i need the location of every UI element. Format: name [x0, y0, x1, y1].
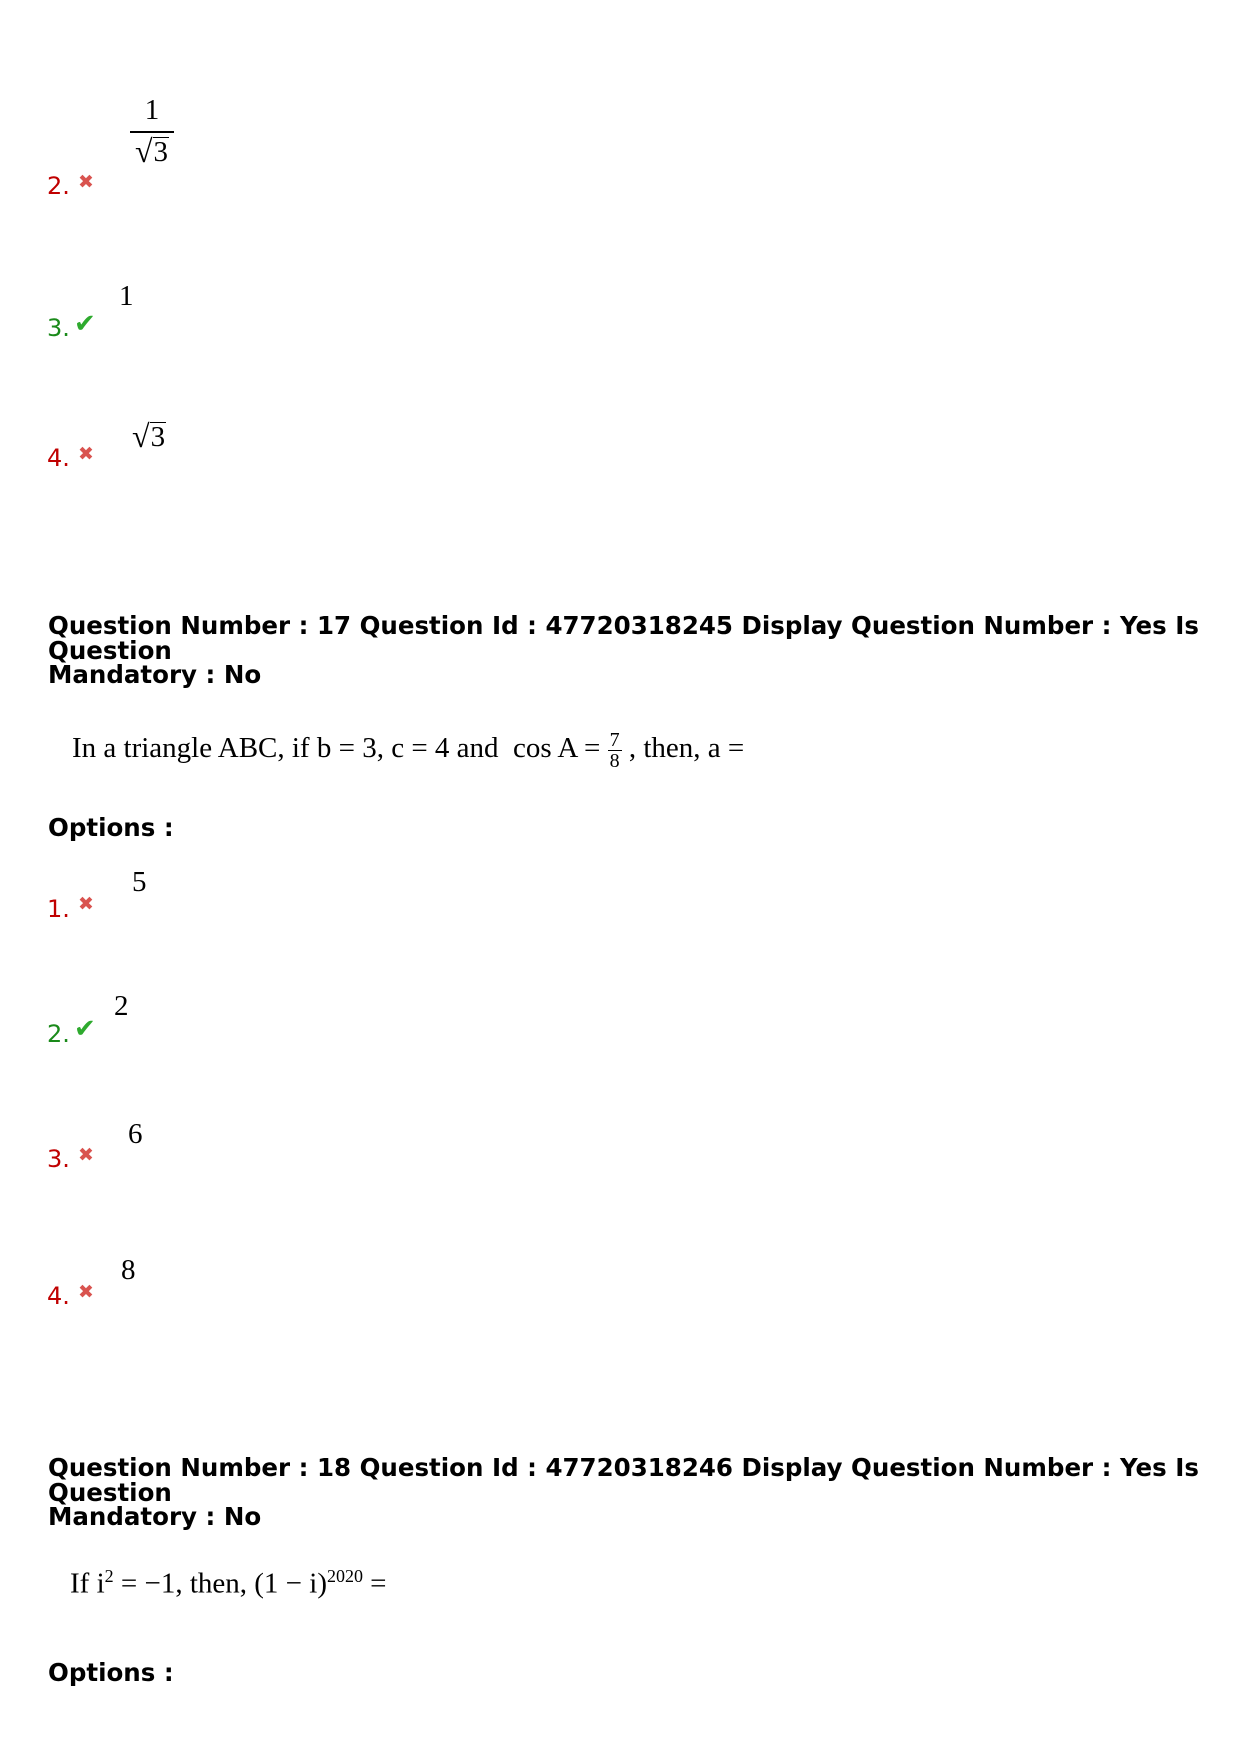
option-value: 8: [121, 1254, 136, 1286]
cross-icon: ✖: [78, 171, 94, 193]
option-value: 6: [128, 1118, 143, 1150]
option-number: 3.: [47, 1145, 70, 1173]
question-header: Question Number : 17 Question Id : 47720318245 Display Question Number : Yes Is Question: [48, 611, 1199, 665]
options-label: Options :: [48, 813, 174, 842]
options-label: Options :: [48, 1658, 174, 1687]
check-icon: ✔: [74, 1014, 96, 1044]
cross-icon: ✖: [78, 1144, 94, 1166]
cross-icon: ✖: [78, 443, 94, 465]
sqrt-expression: √ 3: [134, 133, 169, 169]
option-value: 1: [119, 280, 134, 312]
fraction: $\frac{7}{8}$: [609, 729, 620, 772]
fraction-numerator: 1: [144, 94, 160, 126]
check-icon: ✔: [74, 309, 96, 339]
question-header-mandatory: Mandatory : No: [48, 1502, 262, 1531]
question-header: Question Number : 18 Question Id : 47720318246 Display Question Number : Yes Is Question: [48, 1453, 1199, 1507]
question-text: In a triangle ABC, if b = 3, c = 4 and cos A = $\frac{7}{8}$ , then, a =: [72, 729, 745, 772]
option-number: 4.: [47, 1282, 70, 1310]
option-number: 3.: [47, 314, 70, 342]
option-value: √ 3: [132, 418, 166, 454]
option-value: [130, 96, 174, 167]
cross-icon: ✖: [78, 893, 94, 915]
cross-icon: ✖: [78, 1281, 94, 1303]
question-text: If $i^2 = -1$, then, $(1 - i)^{2020}$ =: [70, 1566, 387, 1600]
option-value: 2: [114, 990, 129, 1022]
question-header-mandatory: Mandatory : No: [48, 660, 262, 689]
option-number: 4.: [47, 444, 70, 472]
option-number: 2.: [47, 1020, 70, 1048]
option-number: 2.: [47, 172, 70, 200]
option-value: 5: [132, 866, 147, 898]
option-number: 1.: [47, 895, 70, 923]
